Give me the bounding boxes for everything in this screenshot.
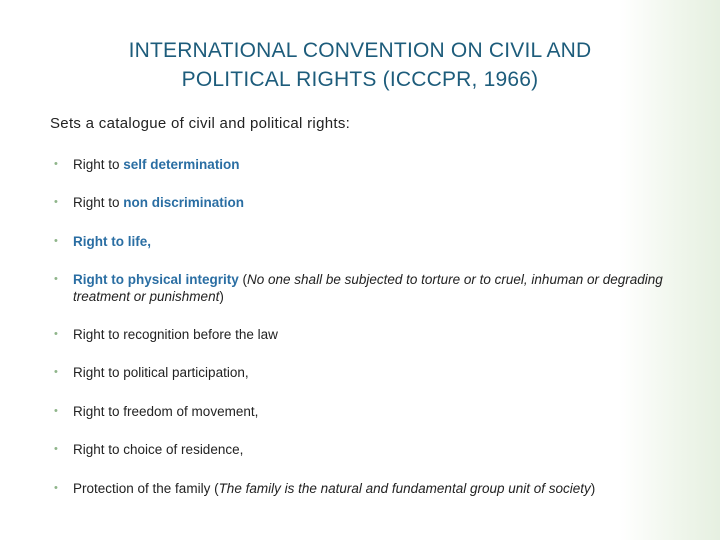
bullet-text: Right to choice of residence, — [73, 442, 244, 457]
bullet-icon: • — [54, 366, 58, 378]
bullet-prefix: Right to — [73, 157, 124, 172]
bullet-italic-note: No one shall be subjected to torture or to cruel, inhuman or degrading treatment or punishment — [73, 272, 663, 304]
title-line-2: POLITICAL RIGHTS (ICCCPR, 1966) — [181, 68, 539, 91]
bullet-paren-close: ) — [219, 289, 224, 304]
bullet-icon: • — [54, 158, 58, 170]
bullet-icon: • — [54, 196, 58, 208]
bullet-paren-open: ( — [238, 272, 248, 287]
title-line-1: INTERNATIONAL CONVENTION ON CIVIL AND — [128, 39, 592, 62]
bullet-icon: • — [54, 328, 58, 340]
bullet-icon: • — [54, 443, 58, 455]
bullet-text: Protection of the family ( — [73, 481, 219, 496]
bullet-prefix: Right to — [73, 195, 124, 210]
bullet-highlight: non discrimination — [123, 195, 245, 210]
bullet-icon: • — [54, 482, 58, 494]
bullet-text: Right to freedom of movement, — [73, 404, 259, 419]
bullet-highlight: self determination — [123, 157, 240, 172]
bullet-icon: • — [54, 235, 58, 247]
bullet-text: Right to recognition before the law — [73, 327, 278, 342]
bullet-highlight: Right to physical integrity — [73, 272, 239, 287]
bullet-italic-note: The family is the natural and fundamental group unit of society — [218, 481, 591, 496]
intro-text: Sets a catalogue of civil and political rights: — [50, 115, 351, 132]
bullet-paren-close: ) — [590, 481, 596, 496]
bullet-highlight: Right to life, — [73, 234, 151, 249]
bullet-icon: • — [54, 273, 58, 285]
bullet-icon: • — [54, 405, 58, 417]
bullet-text: Right to political participation, — [73, 365, 249, 380]
